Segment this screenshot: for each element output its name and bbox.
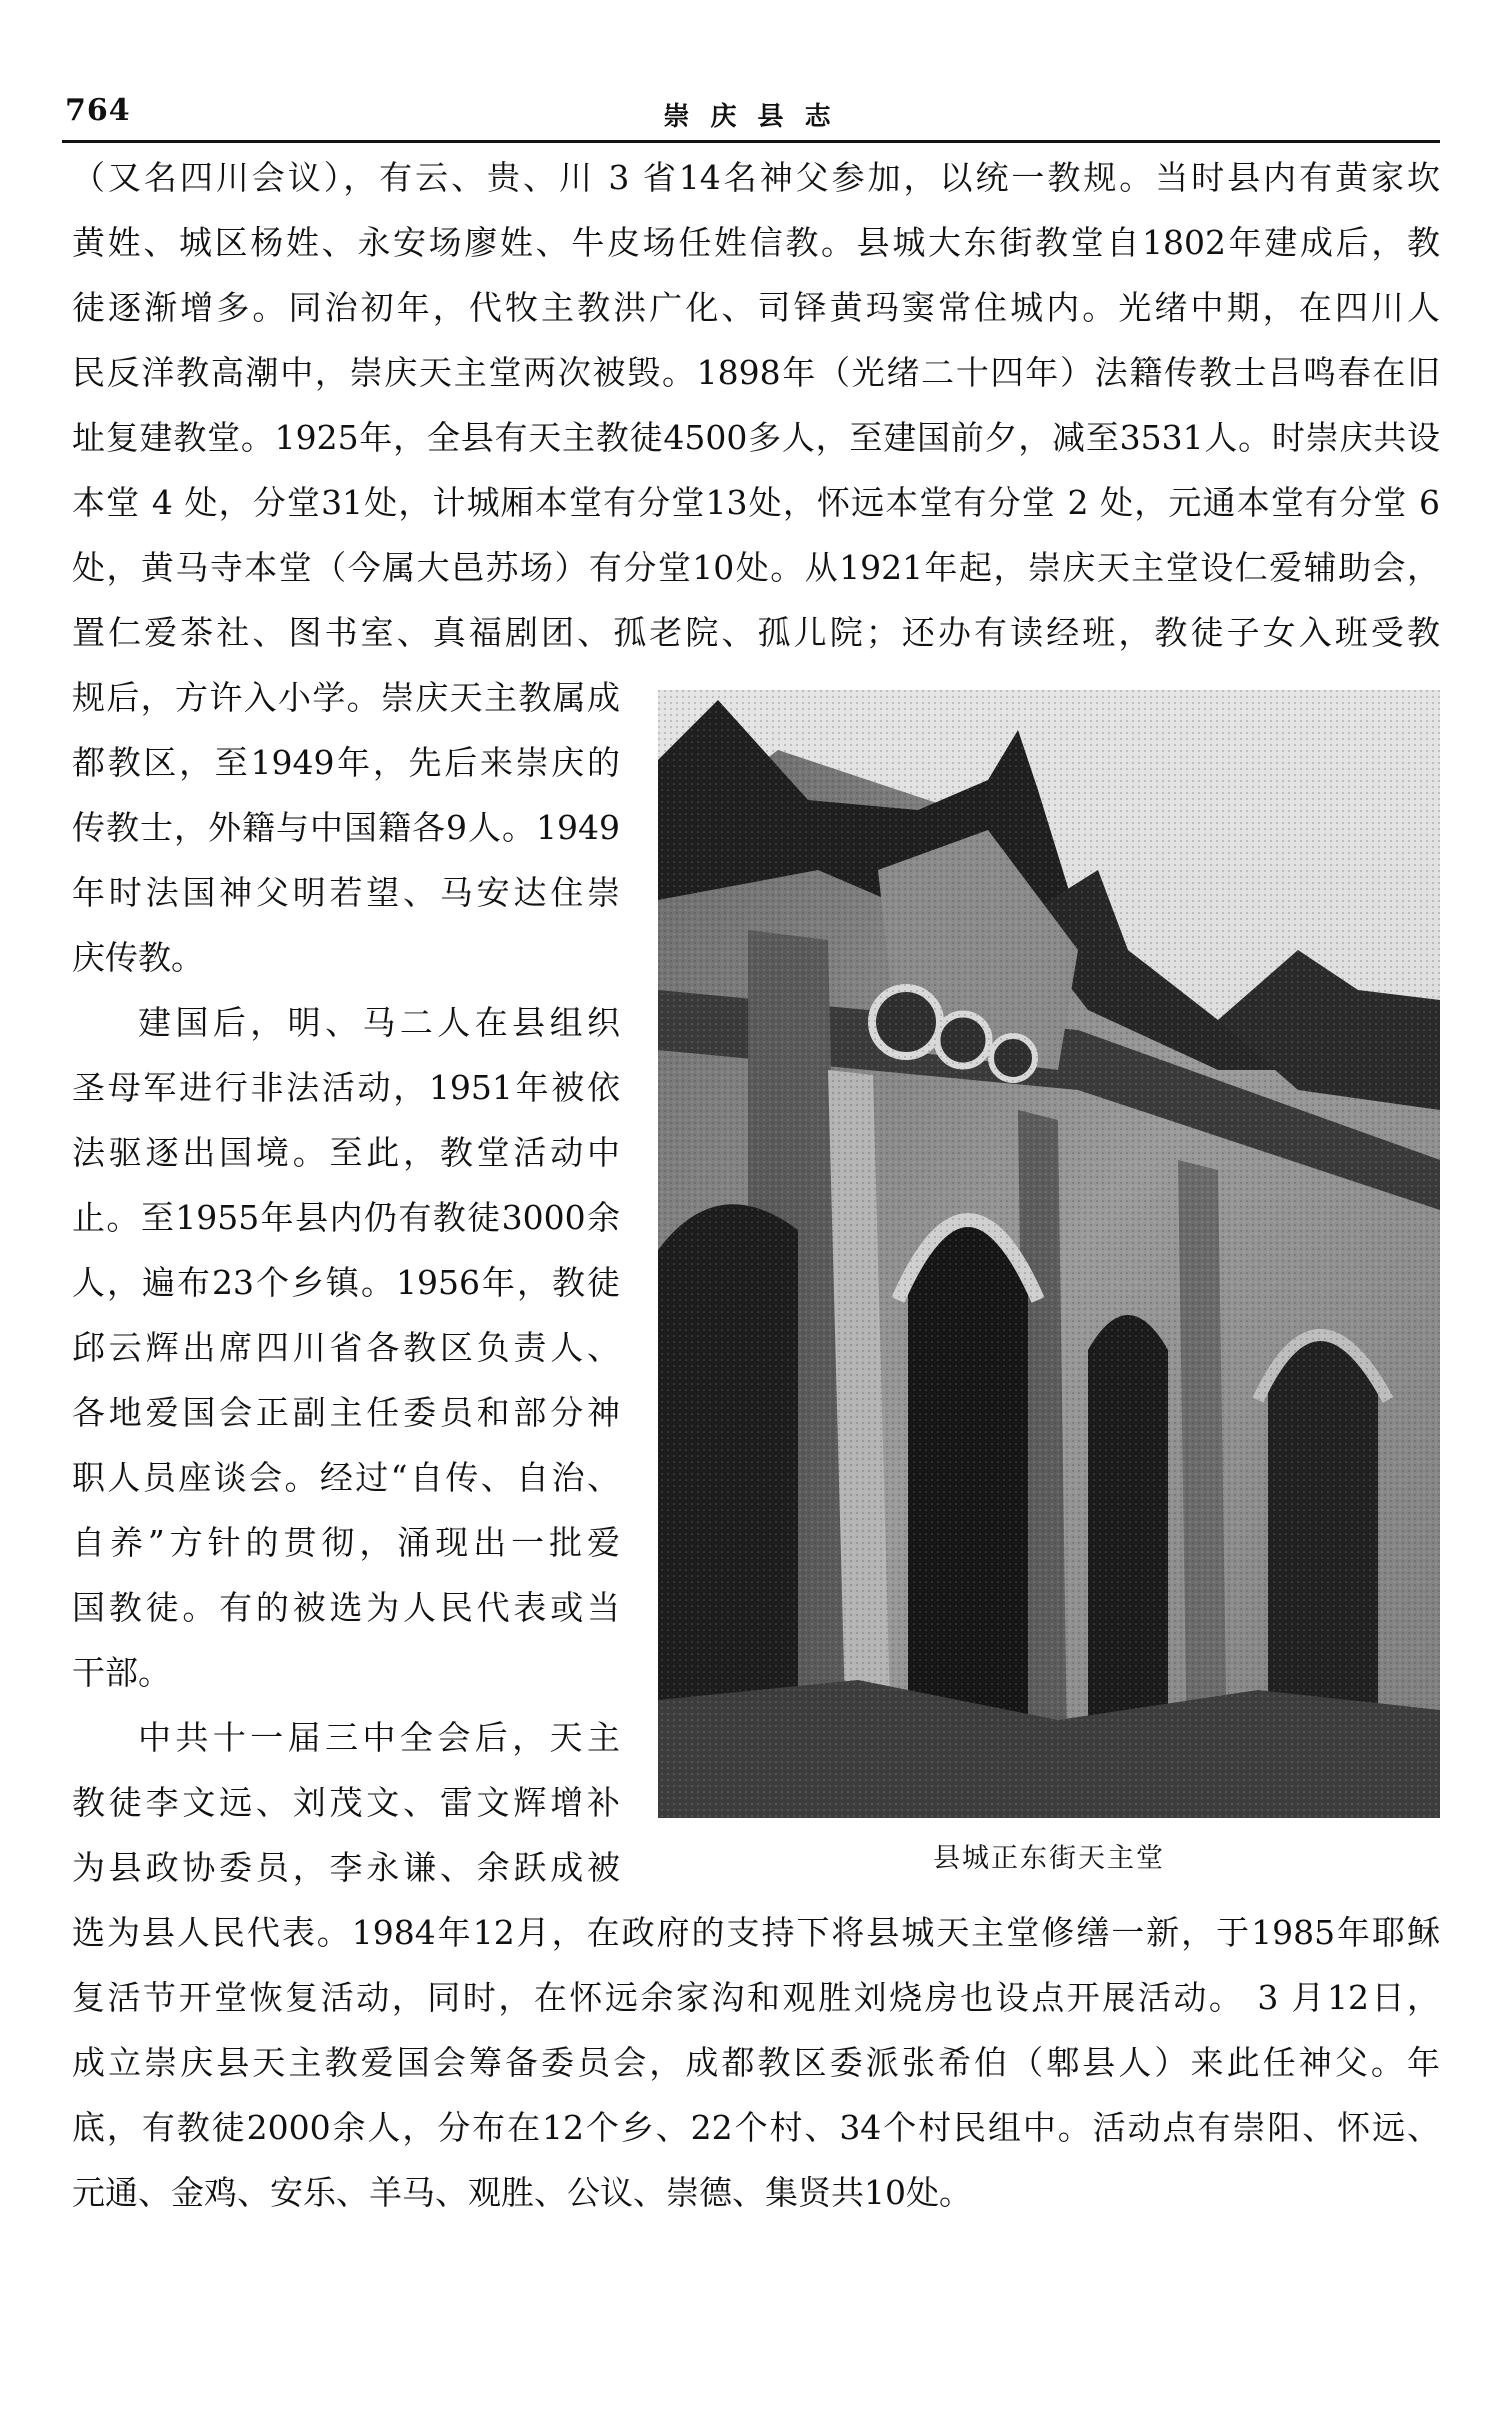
text-line: 法驱逐出国境。至此，教堂活动中 <box>72 1133 620 1172</box>
text-line: 职人员座谈会。经过“自传、自治、 <box>72 1458 620 1497</box>
church-photo <box>658 690 1440 1818</box>
text-line: 传教士，外籍与中国籍各9人。1949 <box>72 808 620 847</box>
text-line: 复活节开堂恢复活动，同时，在怀远余家沟和观胜刘烧房也设点开展活动。 3 月12日， <box>72 1978 1440 2017</box>
text-line: 建国后，明、马二人在县组织 <box>138 1003 620 1042</box>
text-line: 邱云辉出席四川省各教区负责人、 <box>72 1328 620 1367</box>
text-line: 中共十一届三中全会后，天主 <box>138 1718 620 1757</box>
text-line: （又名四川会议），有云、贵、川 3 省14名神父参加，以统一教规。当时县内有黄家坎 <box>72 158 1440 197</box>
photo-caption: 县城正东街天主堂 <box>933 1843 1165 1874</box>
text-line: 都教区，至1949年，先后来崇庆的 <box>72 743 620 782</box>
text-line: 圣母军进行非法活动，1951年被依 <box>72 1068 620 1107</box>
text-line: 处，黄马寺本堂（今属大邑苏场）有分堂10处。从1921年起，崇庆天主堂设仁爱辅助会， <box>72 548 1440 587</box>
text-line: 民反洋教高潮中，崇庆天主堂两次被毁。1898年（光绪二十四年）法籍传教士吕鸣春在旧 <box>72 353 1440 392</box>
header-rule <box>62 140 1440 143</box>
text-line: 选为县人民代表。1984年12月，在政府的支持下将县城天主堂修缮一新，于1985年耶稣 <box>72 1913 1440 1952</box>
text-line: 徒逐渐增多。同治初年，代牧主教洪广化、司铎黄玛窦常住城内。光绪中期，在四川人 <box>72 288 1440 327</box>
text-line: 教徒李文远、刘茂文、雷文辉增补 <box>72 1783 620 1822</box>
page-number: 764 <box>65 93 131 128</box>
text-line: 干部。 <box>72 1653 171 1692</box>
text-line: 址复建教堂。1925年，全县有天主教徒4500多人，至建国前夕，减至3531人。时崇庆共设 <box>72 418 1440 457</box>
text-line: 为县政协委员，李永谦、余跃成被 <box>72 1848 620 1887</box>
running-head: 崇 庆 县 志 <box>663 102 837 132</box>
text-line: 止。至1955年县内仍有教徒3000余 <box>72 1198 620 1237</box>
text-line: 人，遍布23个乡镇。1956年，教徒 <box>72 1263 620 1302</box>
text-line: 置仁爱茶社、图书室、真福剧团、孤老院、孤儿院；还办有读经班，教徒子女入班受教 <box>72 613 1440 652</box>
text-line: 成立崇庆县天主教爱国会筹备委员会，成都教区委派张希伯（郫县人）来此任神父。年 <box>72 2043 1440 2082</box>
text-line: 底，有教徒2000余人，分布在12个乡、22个村、34个村民组中。活动点有崇阳、怀远、 <box>72 2108 1440 2147</box>
text-line: 庆传教。 <box>72 938 204 977</box>
text-line: 元通、金鸡、安乐、羊马、观胜、公议、崇德、集贤共10处。 <box>72 2173 972 2212</box>
text-line: 国教徒。有的被选为人民代表或当 <box>72 1588 620 1627</box>
text-line: 年时法国神父明若望、马安达住崇 <box>72 873 620 912</box>
text-line: 黄姓、城区杨姓、永安场廖姓、牛皮场任姓信教。县城大东街教堂自1802年建成后，教 <box>72 223 1440 262</box>
text-line: 本堂 4 处，分堂31处，计城厢本堂有分堂13处，怀远本堂有分堂 2 处，元通本堂有分堂 6 <box>72 483 1440 522</box>
text-line: 自养”方针的贯彻，涌现出一批爱 <box>72 1523 620 1562</box>
text-line: 各地爱国会正副主任委员和部分神 <box>72 1393 620 1432</box>
text-line: 规后，方许入小学。崇庆天主教属成 <box>72 678 620 717</box>
